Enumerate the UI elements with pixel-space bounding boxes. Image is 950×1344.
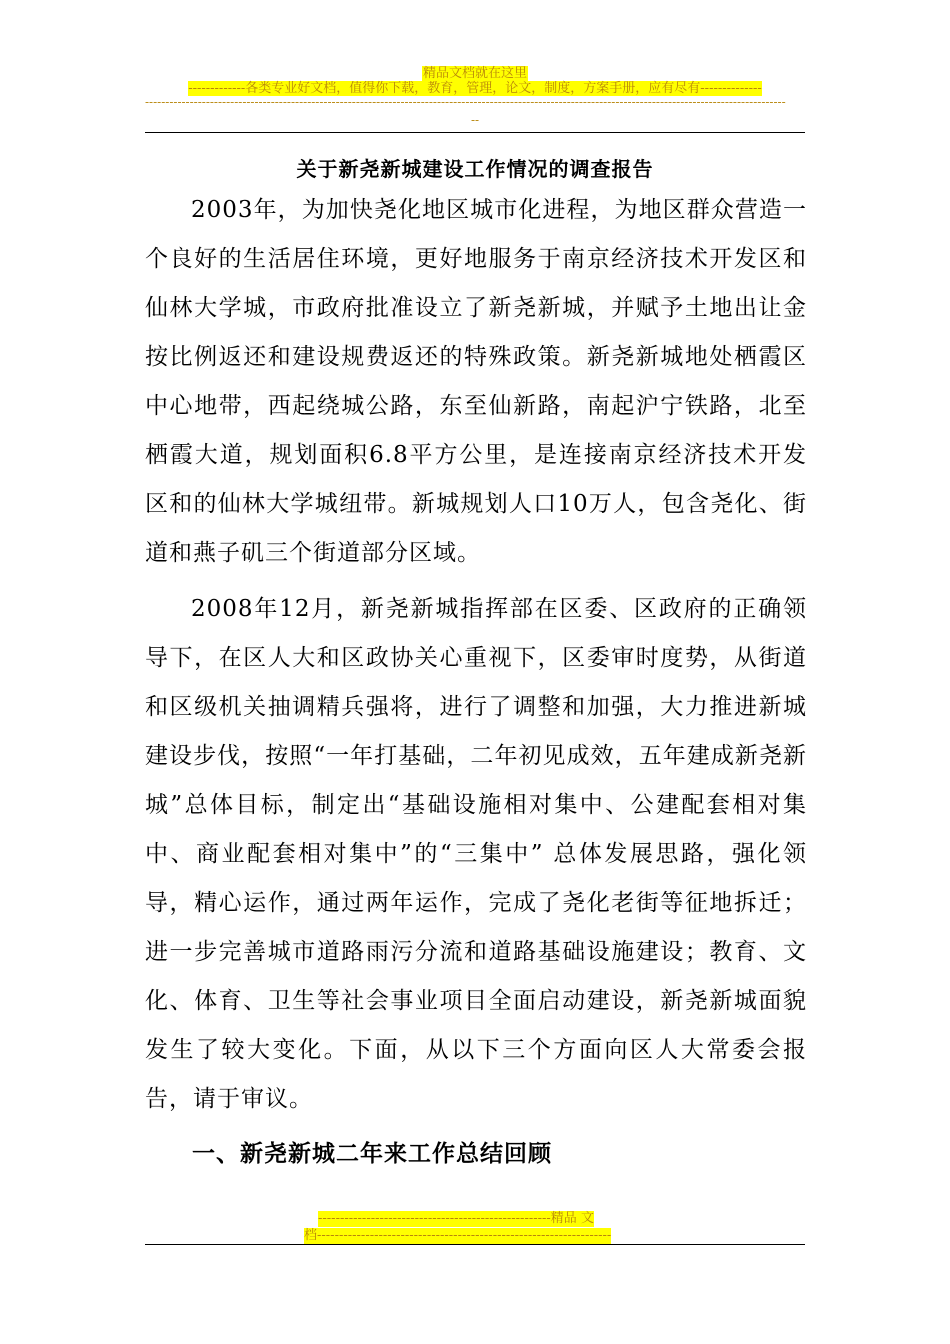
header-rule <box>145 132 805 133</box>
section-heading: 一、新尧新城二年来工作总结回顾 <box>192 1140 552 1167</box>
header-banner-title <box>0 66 950 81</box>
document-body <box>145 186 807 1124</box>
header-tagline-text: -------------各类专业好文档，值得你下载，教育，管理，论文，制度，方案手册，应有尽有-------------- <box>188 81 762 96</box>
footer-line-2: 档------------------------------------------------------------------- <box>304 1228 612 1243</box>
header-dash-line-continued: -- <box>470 113 480 127</box>
document-title: 关于新尧新城建设工作情况的调查报告 <box>296 157 654 181</box>
header-banner-tagline <box>0 81 950 96</box>
header-title-text: 精品文档就在这里 <box>422 66 527 81</box>
paragraph-1: 2003年，为加快尧化地区城市化进程，为地区群众营造一个良好的生活居住环境，更好地服务于南京经济技术开发区和仙林大学城，市政府批准设立了新尧新城，并赋予土地出让金按比例返还和建设规费返还的特殊政策。新尧新城地处栖霞区中心地带，西起绕城公路，东至仙新路，南起沪宁铁路，北至栖霞大道，规划面积6.8平方公里，是连接南京经济技术开发区和的仙林大学城纽带。新城规划人口10万人，包含尧化、街道和燕子矶三个街道部分区域。 <box>145 197 807 566</box>
paragraph-2: 2008年12月，新尧新城指挥部在区委、区政府的正确领导下，在区人大和区政协关心重视下，区委审时度势，从街道和区级机关抽调精兵强将，进行了调整和加强，大力推进新城建设步伐，按照“一年打基础，二年初见成效，五年建成新尧新城”总体目标，制定出“基础设施相对集中、公建配套相对集中、商业配套相对集中”的“三集中” 总体发展思路，强化领导，精心运作，通过两年运作，完成了尧化老街等征地拆迁；进一步完善城市道路雨污分流和道路基础设施建设；教育、文化、体育、卫生等社会事业项目全面启动建设，新尧新城面貌发生了较大变化。下面，从以下三个方面向区人大常委会报告，请于审议。 <box>145 596 807 1112</box>
footer-rule <box>145 1244 805 1245</box>
header-dash-line: -------------------------------------------------------------------------------------------------------------------------------------------------------------- <box>145 95 786 109</box>
footer-line-1: -----------------------------------------------------精品 文 <box>318 1211 594 1226</box>
